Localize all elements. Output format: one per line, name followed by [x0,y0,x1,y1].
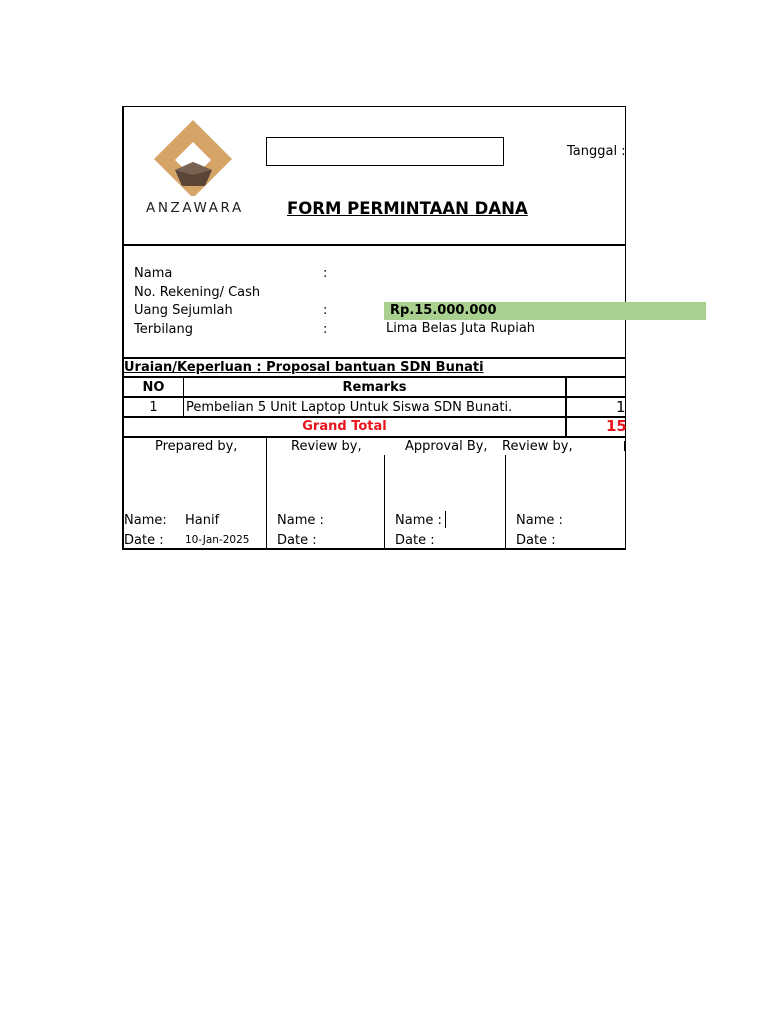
info-colon-sejumlah: : [323,303,328,318]
info-value-sejumlah[interactable]: Rp.15.000.000 [390,303,497,318]
sig-name-label-review-2: Name : [516,513,563,528]
sig-role-prepared: Prepared by, [155,439,238,454]
grand-total-label: Grand Total [302,419,387,434]
info-label-nama: Nama [134,266,173,281]
page-title: FORM PERMINTAAN DANA [287,199,528,218]
sig-name-value-prepared[interactable]: Hanif [185,513,220,528]
purpose-text: Uraian/Keperluan : Proposal bantuan SDN Bunati [124,360,484,375]
reference-box[interactable] [266,137,504,166]
sig-role-review-1: Review by, [291,439,362,454]
sig-name-label-approval: Name : [395,513,442,528]
sig-date-value-prepared[interactable]: 10-Jan-2025 [185,534,250,546]
col-header-no: NO [142,380,165,395]
info-colon-terbilang: : [323,322,328,337]
text-cursor [445,511,446,528]
row-amount[interactable]: 1 [616,398,626,416]
info-label-terbilang: Terbilang [134,322,194,337]
info-label-rekening: No. Rekening/ Cash [134,285,261,300]
brand-name: ANZAWARA [146,200,244,216]
info-colon-nama: : [323,266,328,281]
sig-date-label-prepared: Date : [124,533,164,548]
brand-logo [150,118,238,196]
info-value-terbilang[interactable]: Lima Belas Juta Rupiah [386,321,536,336]
row-no: 1 [149,400,158,415]
diamond-logo-icon [150,118,238,196]
info-label-sejumlah: Uang Sejumlah [134,303,233,318]
sig-name-label-prepared: Name: [124,513,167,528]
row-remarks[interactable]: Pembelian 5 Unit Laptop Untuk Siswa SDN Bunati. [186,400,513,415]
signature-section [124,437,625,548]
sig-divider-stub [624,441,625,451]
sig-role-approval: Approval By, [405,439,488,454]
sig-date-label-review-2: Date : [516,533,556,548]
sig-name-label-review-1: Name : [277,513,324,528]
sig-date-label-approval: Date : [395,533,435,548]
sig-date-label-review-1: Date : [277,533,317,548]
grand-total-amount: 15 [606,417,627,435]
col-header-remarks: Remarks [342,380,407,395]
date-label: Tanggal : [567,144,626,159]
sig-role-review-2: Review by, [502,439,573,454]
